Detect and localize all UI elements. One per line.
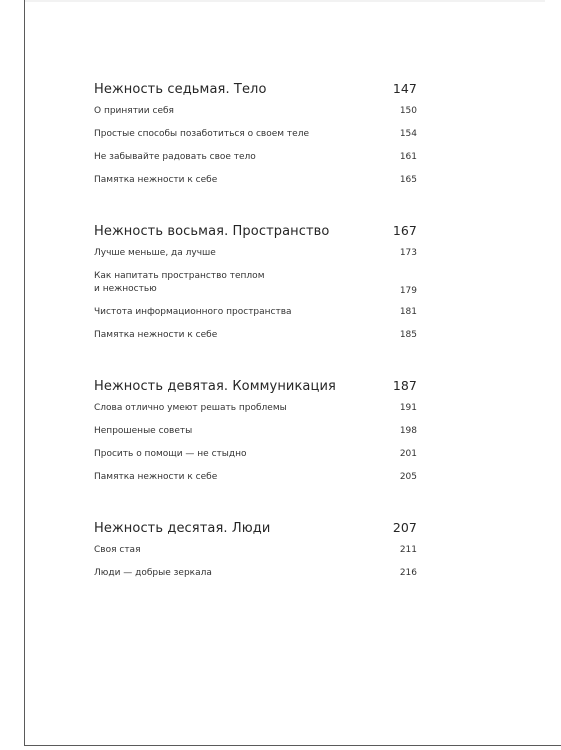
- section-heading: [94, 378, 417, 403]
- entry-title: Чистота информационного пространства: [94, 307, 292, 317]
- toc-entry: [94, 330, 417, 353]
- toc-entry: [94, 307, 417, 330]
- toc-entry: [94, 545, 417, 568]
- table-of-contents: [94, 81, 417, 591]
- entry-title: О принятии себя: [94, 106, 174, 116]
- section-page-number: 167: [392, 223, 417, 238]
- entry-title-line-2: и нежностью: [94, 284, 157, 294]
- entry-title: Не забывайте радовать свое тело: [94, 152, 256, 162]
- section-page-number: 187: [392, 378, 417, 393]
- toc-section: [94, 378, 417, 495]
- entry-page-number: 181: [399, 307, 417, 317]
- entry-title: Своя стая: [94, 545, 141, 555]
- entry-title: Простые способы позаботиться о своем теле: [94, 129, 309, 139]
- entry-title: Памятка нежности к себе: [94, 472, 218, 482]
- page-left-border: [24, 0, 25, 745]
- section-title: Нежность девятая. Коммуникация: [94, 379, 336, 394]
- entry-page-number: 198: [399, 426, 417, 436]
- toc-entry: [94, 129, 417, 152]
- entry-page-number: 205: [399, 472, 417, 482]
- section-heading: [94, 81, 417, 106]
- toc-entry: [94, 449, 417, 472]
- entry-page-number: 216: [399, 568, 417, 578]
- section-page-number: 147: [392, 81, 417, 96]
- entry-title: Просить о помощи — не стыдно: [94, 449, 247, 459]
- toc-section: [94, 223, 417, 353]
- entry-page-number: 165: [399, 175, 417, 185]
- toc-section: [94, 520, 417, 591]
- section-title: Нежность десятая. Люди: [94, 521, 271, 536]
- entry-title: Лучше меньше, да лучше: [94, 248, 216, 258]
- toc-entry: [94, 426, 417, 449]
- entry-page-number: 211: [399, 545, 417, 555]
- entry-title: Памятка нежности к себе: [94, 175, 218, 185]
- entry-title: [94, 270, 264, 307]
- entry-page-number: 173: [399, 248, 417, 258]
- toc-entry: [94, 568, 417, 591]
- toc-entry: [94, 403, 417, 426]
- toc-section: [94, 81, 417, 198]
- toc-entry: [94, 152, 417, 175]
- entry-title: Непрошеные советы: [94, 426, 193, 436]
- toc-entry: [94, 248, 417, 271]
- entry-page-number: 191: [399, 403, 417, 413]
- entry-title: Слова отлично умеют решать проблемы: [94, 403, 287, 413]
- section-title: Нежность восьмая. Пространство: [94, 224, 330, 239]
- entry-title: Люди — добрые зеркала: [94, 568, 212, 578]
- entry-page-number: 150: [399, 106, 417, 116]
- toc-entry: [94, 175, 417, 198]
- toc-entry: [94, 472, 417, 495]
- entry-page-number: 161: [399, 152, 417, 162]
- section-heading: [94, 223, 417, 248]
- section-title: Нежность седьмая. Тело: [94, 82, 267, 97]
- page-top-edge: [25, 0, 545, 2]
- toc-entry: [94, 106, 417, 129]
- section-heading: [94, 520, 417, 545]
- toc-entry: [94, 271, 417, 307]
- entry-title-line-1: Как напитать пространство теплом: [94, 271, 265, 281]
- entry-page-number: 179: [399, 286, 417, 296]
- section-page-number: 207: [392, 520, 417, 535]
- entry-page-number: 185: [399, 330, 417, 340]
- page-bottom-border: [24, 745, 561, 746]
- entry-page-number: 201: [399, 449, 417, 459]
- entry-title: Памятка нежности к себе: [94, 330, 218, 340]
- entry-page-number: 154: [399, 129, 417, 139]
